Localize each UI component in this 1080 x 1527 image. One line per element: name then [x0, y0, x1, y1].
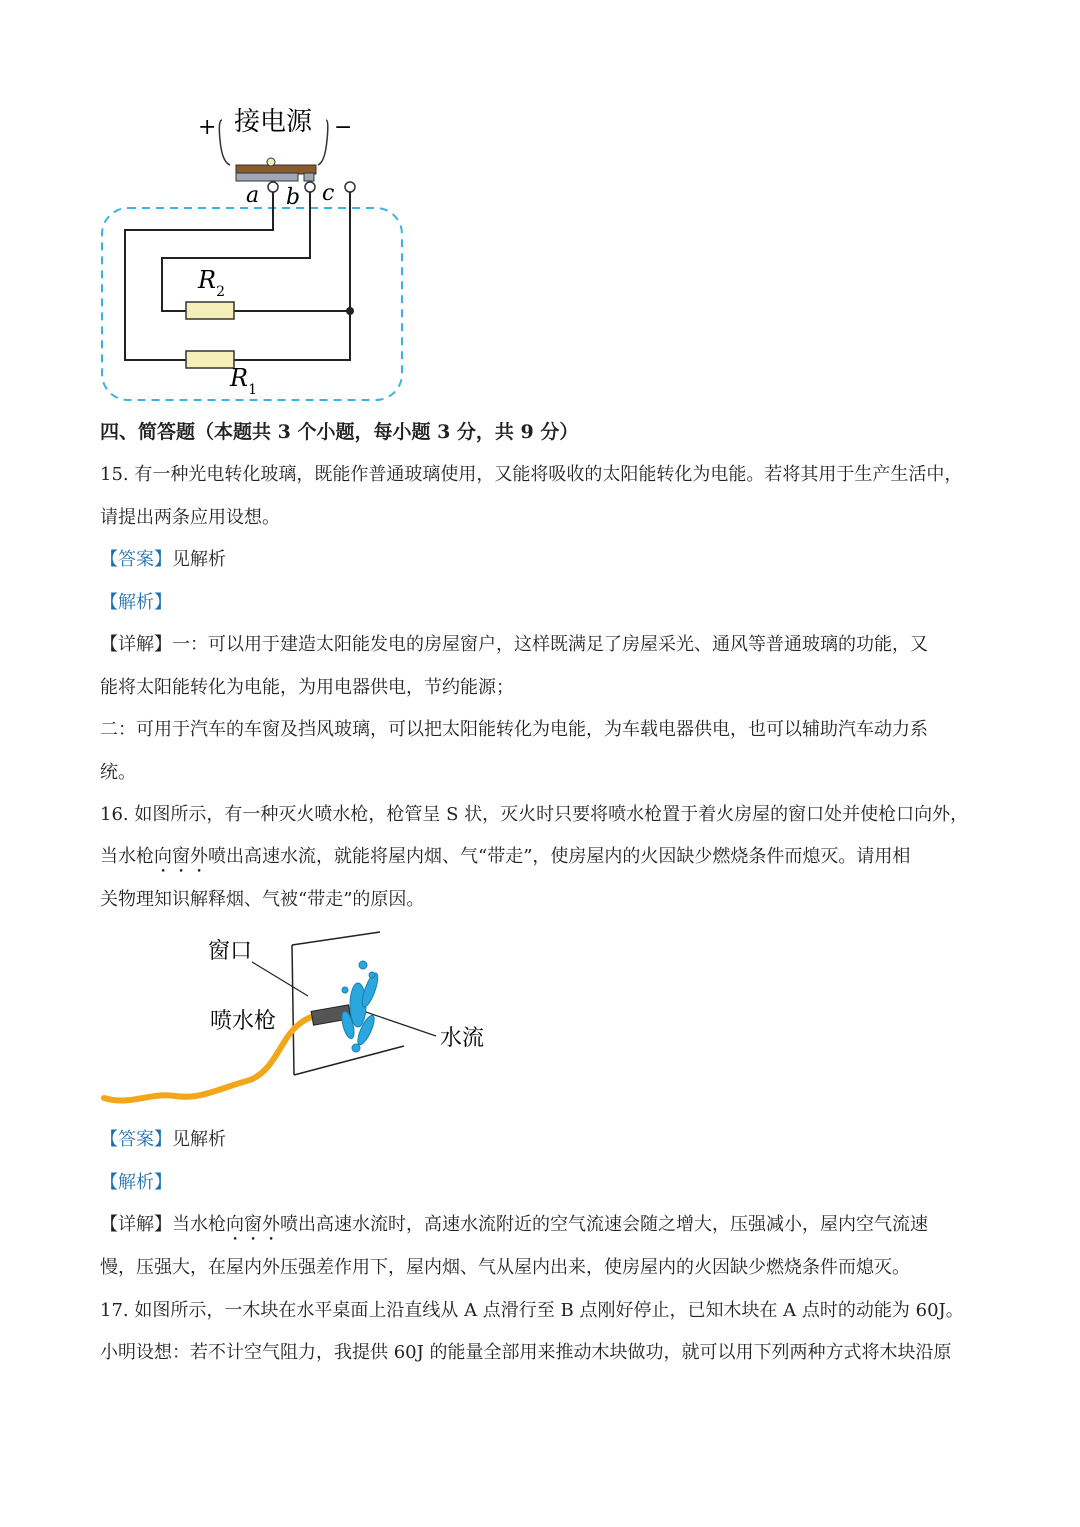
- answer-tag: 【答案】: [100, 1129, 172, 1150]
- detail-text: 一：可以用于建造太阳能发电的房屋窗户，这样既满足了房屋采光、通风等普通玻璃的功能，又: [172, 634, 928, 655]
- detail-tag: 【详解】: [100, 1214, 172, 1235]
- q15-line2: 请提出两条应用设想。: [100, 507, 280, 528]
- water-gun-figure: [100, 925, 520, 1115]
- detail-part-c: 喷出高速水流时，高速水流附近的空气流速会随之增大，压强减小，屋内空气流速: [280, 1214, 928, 1235]
- emphasized-text: 向窗外: [226, 1214, 280, 1235]
- r1-label: $R_1$: [230, 364, 257, 398]
- gun-label: 喷水枪: [210, 1009, 277, 1034]
- q16-line3: 关物理知识解释烟、气被“带走”的原因。: [100, 889, 425, 910]
- minus-sign: −: [334, 115, 353, 140]
- q15-detail-line2: 能将太阳能转化为电能，为用电器供电，节约能源；: [100, 677, 514, 698]
- emphasized-text: 向窗外: [154, 846, 208, 867]
- resistor-r1: [186, 351, 234, 368]
- q16-answer: [100, 1128, 226, 1152]
- q15-detail-line1: [100, 633, 928, 657]
- detail-tag: 【详解】: [100, 634, 172, 655]
- power-label: 接电源: [234, 107, 313, 137]
- q15-answer: [100, 548, 226, 572]
- q17-line1: 17. 如图所示，一木块在水平桌面上沿直线从 A 点滑行至 B 点刚好停止，已知木块在 A 点时的动能为 60J。: [100, 1300, 964, 1321]
- window-label: 窗口: [208, 939, 253, 964]
- q16-detail-line2: 慢，压强大，在屋内外压强差作用下，屋内烟、气从屋内出来，使房屋内的火因缺少燃烧条件而熄灭。: [100, 1257, 910, 1278]
- water-label: 水流: [440, 1026, 485, 1051]
- q15-detail-line4: 统。: [100, 762, 136, 783]
- detail-part-a: 当水枪: [172, 1214, 226, 1235]
- q15-detail-line3: 二：可用于汽车的车窗及挡风玻璃，可以把太阳能转化为电能，为车载电器供电，也可以辅助汽车动力系: [100, 719, 928, 740]
- q16-detail-line1: [100, 1213, 928, 1245]
- plus-sign: +: [198, 115, 217, 140]
- terminal-a-label: a: [246, 183, 260, 208]
- q17-line2: 小明设想：若不计空气阻力，我提供 60J 的能量全部用来推动木块做功，就可以用下列两种方式将木块沿原: [100, 1342, 952, 1363]
- answer-text: 见解析: [172, 1129, 226, 1150]
- q16-line2: [100, 845, 910, 877]
- q15-analysis-tag: 【解析】: [100, 592, 172, 613]
- circuit-diagram: [95, 95, 425, 415]
- terminal-c-node: [345, 182, 355, 192]
- q16-line2-part-a: 当水枪: [100, 846, 154, 867]
- r2-label: $R_2$: [198, 266, 225, 300]
- section-four-title: 四、简答题（本题共 3 个小题，每小题 3 分，共 9 分）: [100, 421, 579, 443]
- terminal-b-label: b: [286, 185, 301, 210]
- q15-line1: 15. 有一种光电转化玻璃，既能作普通玻璃使用，又能将吸收的太阳能转化为电能。若将其用于生产生活中，: [100, 464, 963, 485]
- q16-analysis-tag: 【解析】: [100, 1172, 172, 1193]
- resistor-r2: [186, 302, 234, 319]
- answer-tag: 【答案】: [100, 549, 172, 570]
- q16-line1: 16. 如图所示，有一种灭火喷水枪，枪管呈 S 状，灭火时只要将喷水枪置于着火房屋的窗口处并使枪口向外，: [100, 804, 969, 825]
- q16-line2-part-c: 喷出高速水流，就能将屋内烟、气“带走”，使房屋内的火因缺少燃烧条件而熄灭。请用相: [208, 846, 911, 867]
- terminal-c-label: c: [322, 181, 335, 206]
- terminal-a-node: [268, 182, 278, 192]
- terminal-b-node: [305, 182, 315, 192]
- answer-text: 见解析: [172, 549, 226, 570]
